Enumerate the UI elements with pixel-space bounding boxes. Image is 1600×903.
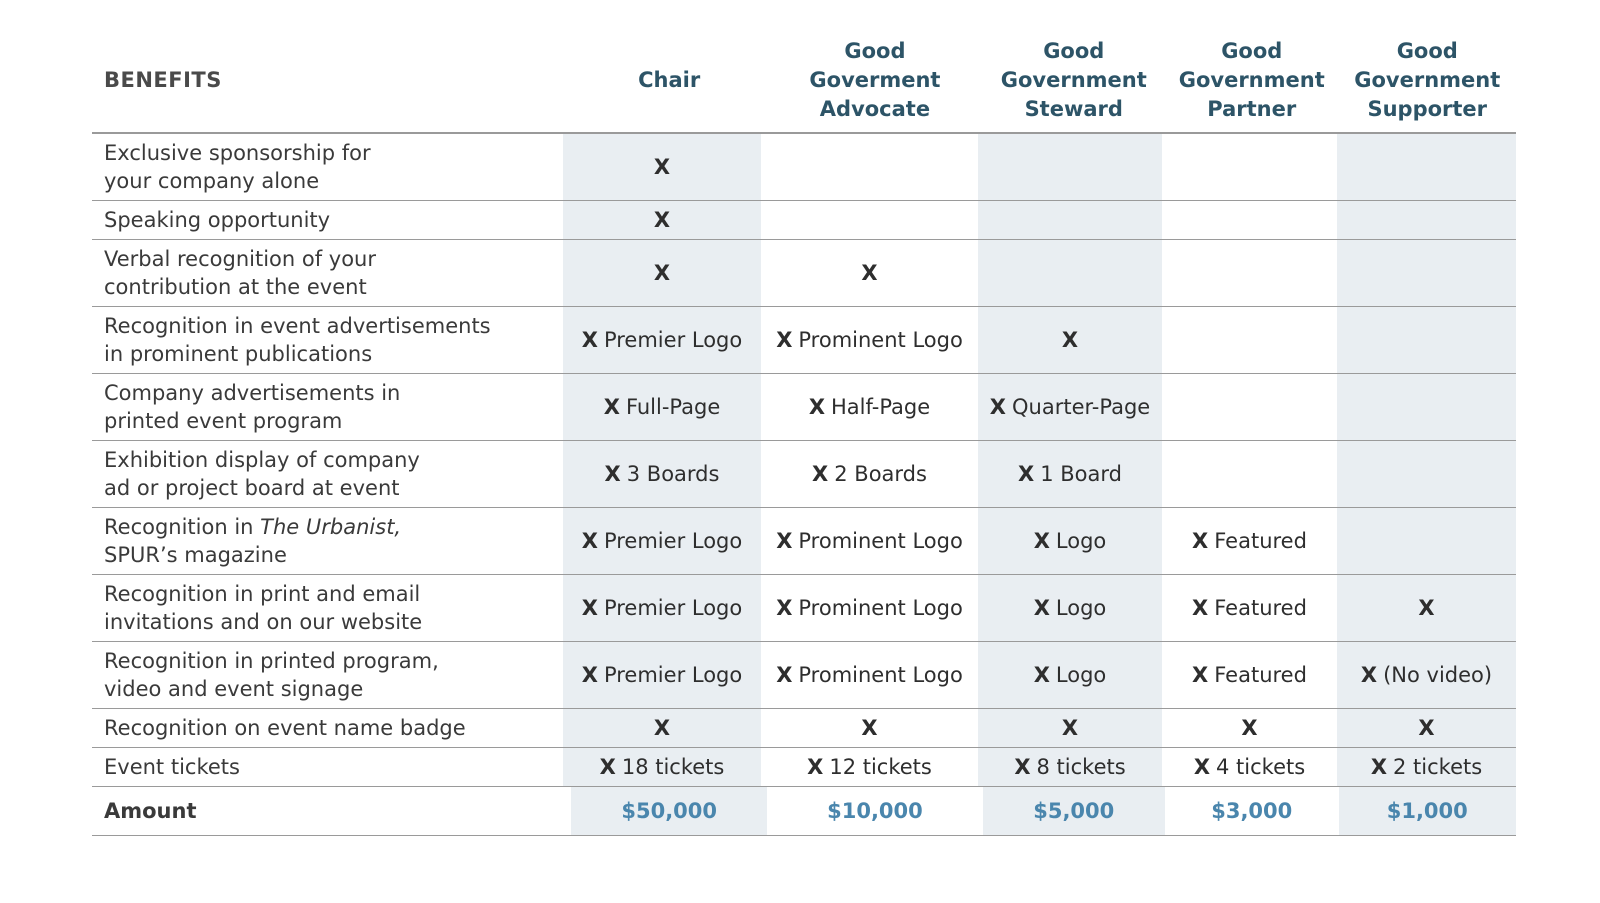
cell-partner (1162, 748, 1337, 786)
cell-partner (1162, 134, 1337, 200)
benefit-detail: Logo (1055, 663, 1107, 687)
benefit-detail: Premier Logo (603, 529, 743, 553)
cell-partner (1162, 508, 1337, 574)
check-mark: X (1061, 716, 1079, 740)
benefit-detail: 2 tickets (1393, 755, 1483, 779)
benefit-label: Exclusive sponsorship for your company alone (104, 141, 371, 193)
benefit-label: Recognition in printed program, video and event signage (104, 649, 439, 701)
publication-name: The Urbanist, (260, 515, 402, 539)
check-mark: X (776, 663, 793, 687)
amount-label: Amount (104, 799, 197, 823)
tier-header-steward: Good Government Steward (1000, 38, 1147, 121)
benefit-label: Recognition in print and email invitations and on our website (104, 582, 423, 634)
table-row (92, 374, 1516, 441)
cell-partner (1162, 240, 1337, 306)
benefit-detail: Premier Logo (603, 596, 743, 620)
cell-steward (978, 307, 1162, 373)
benefit-label: Speaking opportunity (104, 208, 331, 232)
benefit-detail: Premier Logo (603, 663, 743, 687)
check-mark: X (581, 529, 598, 553)
check-mark: X (776, 529, 793, 553)
benefit-detail: Premier Logo (603, 328, 743, 352)
benefit-label (92, 508, 563, 574)
check-mark: X (1192, 529, 1209, 553)
cell-steward (978, 374, 1162, 440)
cell-supporter (1337, 134, 1516, 200)
cell-supporter (1337, 575, 1516, 641)
benefit-label-text: Recognition in (104, 515, 261, 539)
check-mark: X (604, 462, 621, 486)
cell-chair (563, 642, 761, 708)
check-mark: X (1033, 596, 1050, 620)
table-row (92, 240, 1516, 307)
cell-steward (978, 201, 1162, 239)
cell-advocate (761, 134, 978, 200)
amount-partner: $3,000 (1211, 799, 1293, 823)
check-mark: X (1370, 755, 1388, 779)
benefit-label: Recognition in event advertisements in prominent publications (104, 314, 491, 366)
cell-partner (1162, 575, 1337, 641)
check-mark: X (989, 395, 1006, 419)
check-mark: X (808, 395, 826, 419)
benefits-column-header: BENEFITS (104, 68, 222, 92)
check-mark: X (653, 208, 671, 232)
cell-steward (978, 508, 1162, 574)
cell-supporter (1337, 508, 1516, 574)
benefit-detail: Prominent Logo (798, 328, 963, 352)
benefit-detail: Featured (1214, 596, 1307, 620)
tier-header-supporter: Good Government Supporter (1354, 38, 1501, 121)
cell-advocate (761, 201, 978, 239)
cell-partner (1162, 201, 1337, 239)
cell-supporter (1337, 709, 1516, 747)
cell-advocate (761, 240, 978, 306)
check-mark: X (1360, 663, 1378, 687)
amount-advocate: $10,000 (827, 799, 923, 823)
table-row (92, 748, 1516, 787)
benefit-detail: 4 tickets (1216, 755, 1306, 779)
cell-chair (563, 240, 761, 306)
table-row (92, 441, 1516, 508)
benefit-detail: Featured (1214, 529, 1307, 553)
table-row (92, 642, 1516, 709)
table-row (92, 307, 1516, 374)
check-mark: X (1418, 596, 1435, 620)
check-mark: X (1192, 596, 1209, 620)
cell-steward (978, 709, 1162, 747)
table-body (92, 134, 1516, 787)
benefit-label: Recognition on event name badge (104, 716, 466, 740)
cell-chair (563, 575, 761, 641)
cell-supporter (1337, 374, 1516, 440)
benefit-detail: 8 tickets (1036, 755, 1126, 779)
check-mark: X (1018, 462, 1035, 486)
amount-chair: $50,000 (571, 787, 767, 835)
tier-header-advocate: Good Goverment Advocate (809, 38, 941, 121)
benefit-detail: 18 tickets (621, 755, 725, 779)
cell-steward (978, 441, 1162, 507)
check-mark: X (581, 328, 598, 352)
tier-header-partner: Good Government Partner (1178, 38, 1325, 121)
cell-supporter (1337, 748, 1516, 786)
check-mark: X (807, 755, 824, 779)
benefit-label: Verbal recognition of your contribution at the event (104, 247, 376, 299)
check-mark: X (599, 755, 616, 779)
check-mark: X (1241, 716, 1258, 740)
cell-steward (978, 642, 1162, 708)
benefit-detail: Quarter-Page (1012, 395, 1151, 419)
cell-partner (1162, 307, 1337, 373)
benefit-label: Company advertisements in printed event program (104, 381, 401, 433)
tier-header-chair: Chair (638, 67, 701, 92)
benefit-detail: Prominent Logo (798, 596, 963, 620)
benefit-detail: Prominent Logo (798, 529, 963, 553)
benefit-detail: 1 Board (1040, 462, 1122, 486)
cell-chair (563, 307, 761, 373)
cell-supporter (1337, 201, 1516, 239)
benefit-detail: (No video) (1383, 663, 1493, 687)
cell-partner (1162, 374, 1337, 440)
table-row (92, 134, 1516, 201)
check-mark: X (653, 716, 671, 740)
check-mark: X (653, 155, 671, 179)
cell-chair (563, 709, 761, 747)
cell-advocate (761, 642, 978, 708)
cell-advocate (761, 709, 978, 747)
check-mark: X (861, 261, 878, 285)
cell-chair (563, 134, 761, 200)
cell-supporter (1337, 441, 1516, 507)
table-row (92, 575, 1516, 642)
cell-steward (978, 575, 1162, 641)
cell-partner (1162, 709, 1337, 747)
check-mark: X (812, 462, 829, 486)
check-mark: X (1014, 755, 1031, 779)
check-mark: X (776, 596, 793, 620)
cell-advocate (761, 441, 978, 507)
cell-supporter (1337, 307, 1516, 373)
amount-steward: $5,000 (983, 787, 1165, 835)
cell-partner (1162, 642, 1337, 708)
check-mark: X (1033, 663, 1050, 687)
cell-advocate (761, 307, 978, 373)
cell-partner (1162, 441, 1337, 507)
cell-steward (978, 240, 1162, 306)
cell-chair (563, 441, 761, 507)
cell-supporter (1337, 240, 1516, 306)
check-mark: X (1192, 663, 1209, 687)
check-mark: X (653, 261, 671, 285)
table-row (92, 709, 1516, 748)
cell-chair (563, 508, 761, 574)
cell-advocate (761, 575, 978, 641)
cell-advocate (761, 374, 978, 440)
benefit-detail: Logo (1055, 596, 1107, 620)
benefit-label: Event tickets (104, 755, 240, 779)
check-mark: X (1033, 529, 1050, 553)
benefit-detail: Featured (1214, 663, 1307, 687)
cell-chair (563, 201, 761, 239)
cell-steward (978, 748, 1162, 786)
check-mark: X (1418, 716, 1435, 740)
cell-advocate (761, 748, 978, 786)
table-row (92, 201, 1516, 240)
cell-chair (563, 374, 761, 440)
cell-chair (563, 748, 761, 786)
benefit-detail: Logo (1055, 529, 1107, 553)
check-mark: X (776, 328, 793, 352)
benefit-detail: 2 Boards (834, 462, 927, 486)
cell-steward (978, 134, 1162, 200)
check-mark: X (861, 716, 878, 740)
benefit-detail: Full-Page (625, 395, 721, 419)
cell-advocate (761, 508, 978, 574)
check-mark: X (603, 395, 620, 419)
benefit-detail: 12 tickets (829, 755, 932, 779)
check-mark: X (1193, 755, 1211, 779)
amount-row (92, 787, 1516, 836)
cell-supporter (1337, 642, 1516, 708)
benefit-label: Exhibition display of company ad or project board at event (104, 448, 420, 500)
check-mark: X (581, 663, 598, 687)
table-row (92, 508, 1516, 575)
benefit-detail: Half-Page (831, 395, 931, 419)
benefits-table (92, 28, 1516, 836)
amount-supporter: $1,000 (1339, 787, 1516, 835)
benefit-detail: 3 Boards (626, 462, 720, 486)
benefit-label-text: SPUR’s magazine (104, 543, 287, 567)
check-mark: X (581, 596, 598, 620)
check-mark: X (1061, 328, 1079, 352)
table-header (92, 28, 1516, 134)
benefit-detail: Prominent Logo (798, 663, 963, 687)
